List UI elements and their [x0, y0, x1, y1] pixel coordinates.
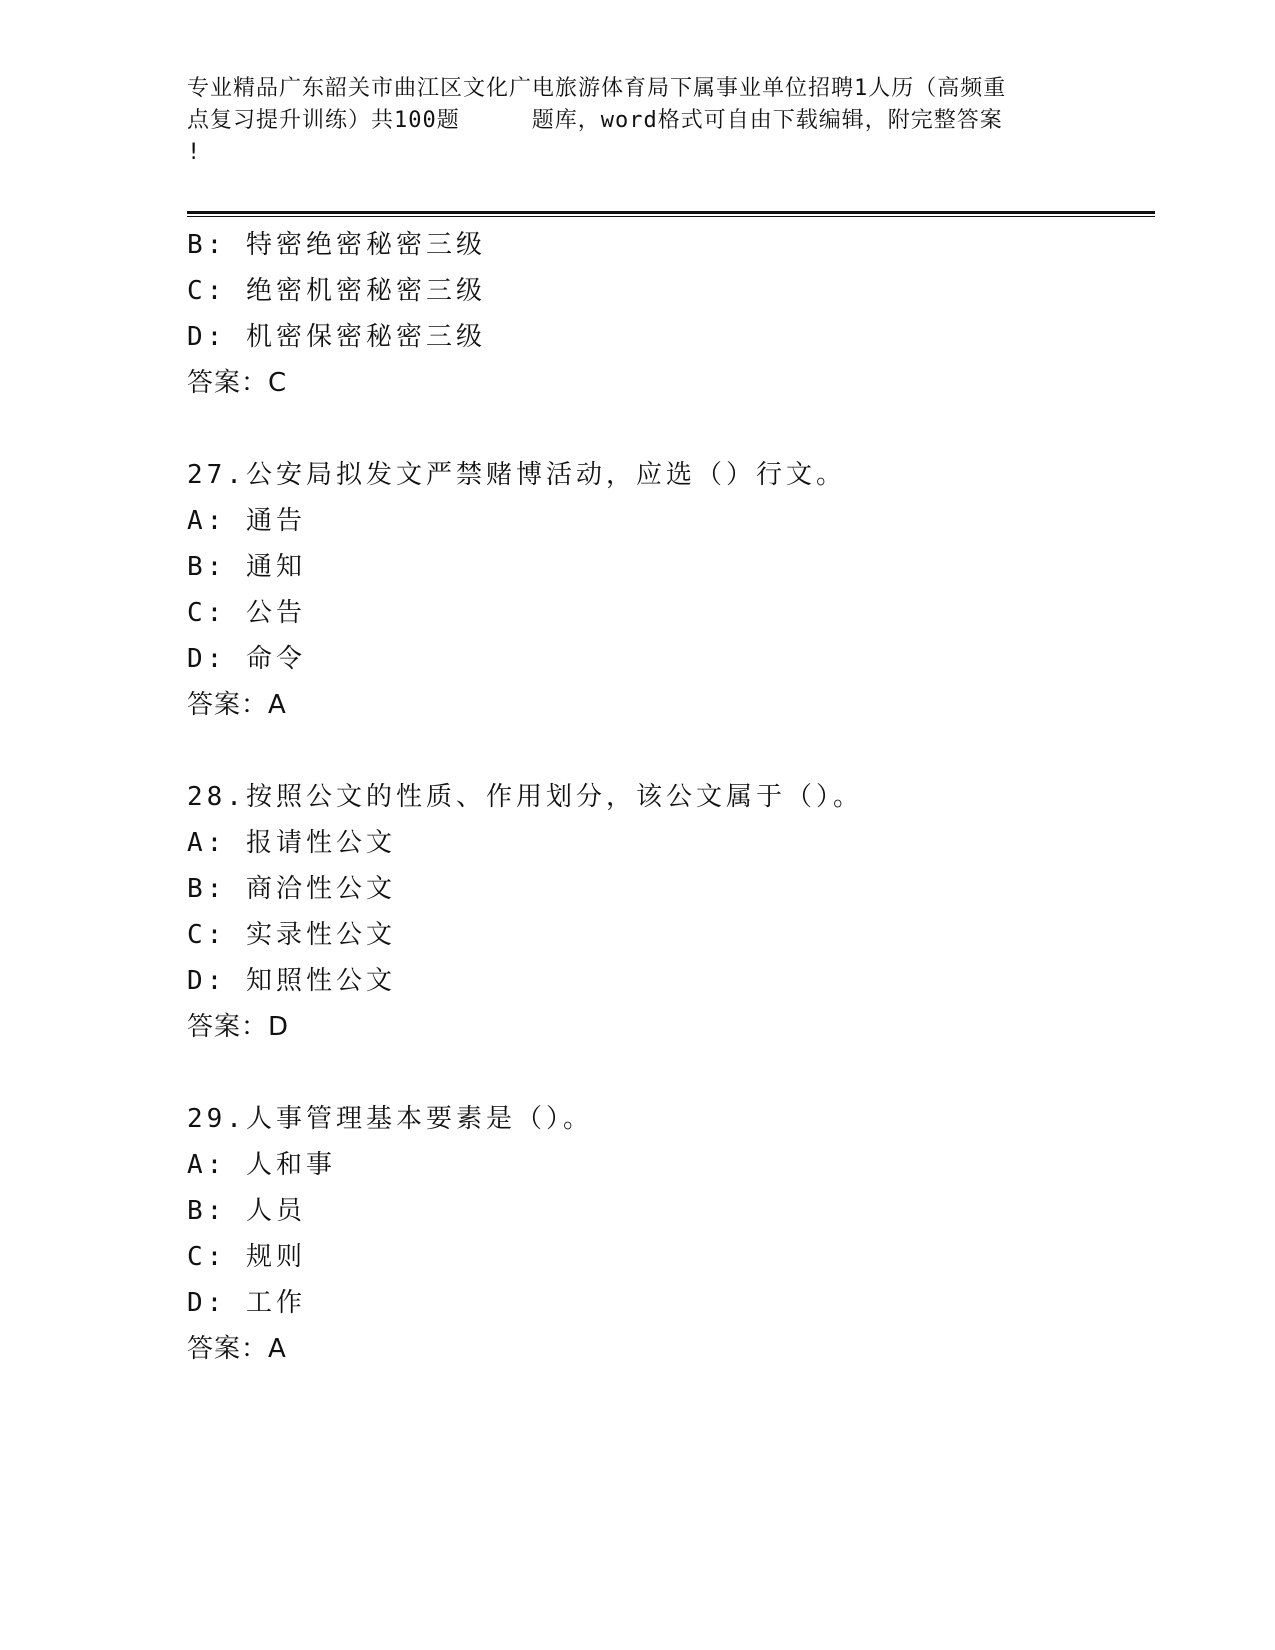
question-list	[187, 222, 1147, 1372]
header-title-line-2	[187, 105, 1087, 137]
question-stem: 27.公安局拟发文严禁赌博活动，应选（）行文。	[187, 460, 846, 490]
header-title-line-2a: 点复习提升训练）共100题	[187, 108, 460, 133]
header-title-line-1: 专业精品广东韶关市曲江区文化广电旅游体育局下属事业单位招聘1人历（高频重	[187, 76, 1007, 101]
question-28	[187, 774, 1147, 1050]
question-29	[187, 1096, 1147, 1372]
question-27	[187, 452, 1147, 728]
option-a: A: 报请性公文	[187, 828, 396, 858]
option-a: A: 人和事	[187, 1150, 336, 1180]
header-divider-thick	[187, 211, 1155, 214]
question-stem: 29.人事管理基本要素是（）。	[187, 1104, 593, 1134]
option-d: D: 知照性公文	[187, 966, 396, 996]
answer-line: 答案：A	[187, 1334, 287, 1364]
option-c: C: 实录性公文	[187, 920, 396, 950]
option-d: D: 工作	[187, 1288, 306, 1318]
option-c: C: 公告	[187, 598, 306, 628]
answer-line: 答案：C	[187, 368, 288, 398]
question-26-continued	[187, 222, 1147, 406]
header-title-line-3: !	[187, 140, 202, 165]
header-divider-thin	[187, 216, 1155, 217]
option-b: B: 人员	[187, 1196, 306, 1226]
question-stem: 28.按照公文的性质、作用划分，该公文属于（）。	[187, 782, 863, 812]
header-title-line-2b: 题库，word格式可自由下载编辑，附完整答案	[531, 108, 1003, 133]
option-c: C: 规则	[187, 1242, 306, 1272]
answer-line: 答案：A	[187, 690, 287, 720]
option-a: A: 通告	[187, 506, 306, 536]
answer-line: 答案：D	[187, 1012, 290, 1042]
option-b: B: 通知	[187, 552, 306, 582]
option-b: B: 特密绝密秘密三级	[187, 230, 486, 260]
option-c: C: 绝密机密秘密三级	[187, 276, 486, 306]
option-d: D: 命令	[187, 644, 306, 674]
option-d: D: 机密保密秘密三级	[187, 322, 486, 352]
page-header	[187, 73, 1087, 169]
option-b: B: 商洽性公文	[187, 874, 396, 904]
